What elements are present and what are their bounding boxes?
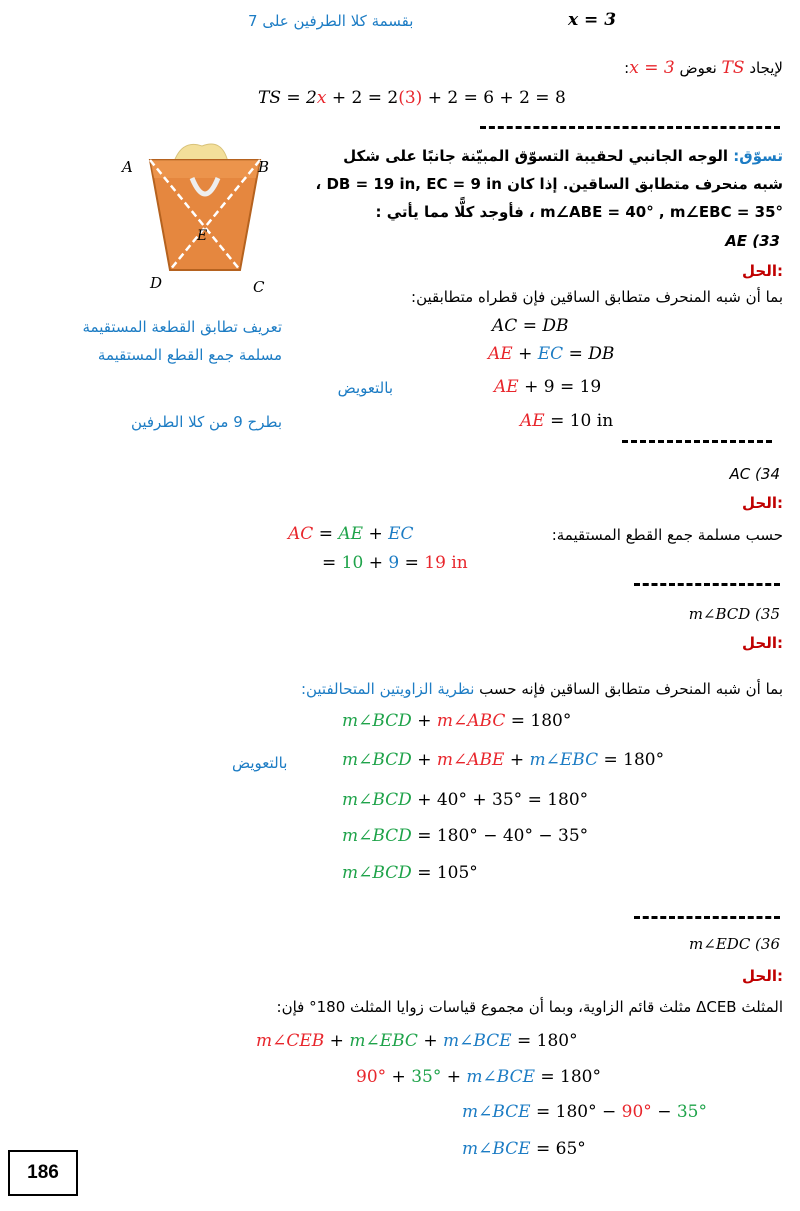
solution-34-intro: حسب مسلمة جمع القطع المستقيمة: (551, 526, 783, 544)
divider (634, 916, 780, 919)
solution-36-intro: المثلث ΔCEB مثلث قائم الزاوية، وبما أن مجموع قياسات زوايا المثلث 180° فإن: (276, 998, 783, 1016)
s35-eq-2: m∠BCD + m∠ABE + m∠EBC = 180° (342, 750, 665, 770)
s33-note-2: مسلمة جمع القطع المستقيمة (97, 346, 282, 364)
s33-eq-2: AE + EC = DB (488, 344, 615, 364)
solution-35-intro: بما أن شبه المنحرف متطابق الساقين فإنه حسب نظرية الزاويتين المتحالفتين: (300, 680, 783, 698)
divider (622, 440, 772, 443)
divider (634, 583, 780, 586)
s33-eq-4: AE = 10 in (520, 411, 614, 431)
label-c: C (253, 278, 265, 295)
shopping-bag-figure (110, 140, 285, 295)
find-ts-prefix: لإيجاد (749, 59, 783, 77)
s35-note-substitution: بالتعويض (232, 754, 288, 772)
s35-eq-5: m∠BCD = 105° (342, 863, 478, 883)
solution-35-header: الحل: (742, 634, 783, 652)
label-b: B (258, 158, 270, 176)
ts-variable: TS (721, 58, 745, 78)
x-equals-3: x = 3 (568, 10, 617, 30)
divider (480, 126, 780, 129)
problem-line-1: تسوّق: الوجه الجانبي لحقيبة التسوّق المبيّنة جانبًا على شكل (343, 147, 783, 165)
s35-eq-1: m∠BCD + m∠ABC = 180° (342, 711, 572, 731)
problem-line-2: شبه منحرف متطابق الساقين. إذا كان DB = 19 in, EC = 9 in ، (315, 175, 783, 193)
label-a: A (122, 158, 133, 176)
page-number: 186 (8, 1150, 78, 1196)
solution-36-header: الحل: (742, 967, 783, 985)
find-ts-mid: نعوض (679, 59, 717, 77)
s34-eq-2: = 10 + 9 = 19 in (322, 553, 468, 573)
solution-33-header: الحل: (742, 262, 783, 280)
problem-keyword: تسوّق: (733, 147, 783, 165)
s34-eq-1: AC = AE + EC (288, 524, 414, 544)
label-e: E (197, 228, 208, 244)
s33-eq-3: AE + 9 = 19 (494, 377, 602, 397)
s36-eq-1: m∠CEB + m∠EBC + m∠BCE = 180° (256, 1031, 578, 1051)
s33-note-1: تعريف تطابق القطعة المستقيمة (82, 318, 282, 336)
colon: : (624, 59, 630, 77)
s35-eq-4: m∠BCD = 180° − 40° − 35° (342, 826, 589, 846)
s36-eq-2: 90° + 35° + m∠BCE = 180° (356, 1067, 601, 1087)
label-d: D (150, 274, 163, 292)
s35-eq-3: m∠BCD + 40° + 35° = 180° (342, 790, 589, 810)
s33-note-4: بطرح 9 من كلا الطرفين (130, 413, 282, 431)
note-divide-by-7: بقسمة كلا الطرفين على 7 (248, 12, 414, 30)
solution-33-intro: بما أن شبه المنحرف متطابق الساقين فإن قطراه متطابقين: (411, 288, 783, 306)
solution-34-header: الحل: (742, 494, 783, 512)
question-34: AC (34 (729, 465, 780, 483)
s36-eq-3: m∠BCE = 180° − 90° − 35° (462, 1102, 707, 1122)
problem-line-3: m∠ABE = 40° , m∠EBC = 35° ، فأوجد كلًّا مما يأتي : (375, 203, 783, 221)
x-substitution: x = 3 (629, 58, 675, 78)
question-35: m∠BCD (35 (688, 605, 780, 623)
s33-eq-1: AC = DB (492, 316, 569, 336)
ts-equation: TS = 2x + 2 = 2(3) + 2 = 6 + 2 = 8 (258, 88, 566, 108)
find-ts-line (624, 58, 783, 78)
s36-eq-4: m∠BCE = 65° (462, 1139, 586, 1159)
question-33: AE (33 (725, 232, 780, 250)
s33-note-3: بالتعويض (337, 379, 393, 397)
question-36: m∠EDC (36 (689, 935, 780, 953)
